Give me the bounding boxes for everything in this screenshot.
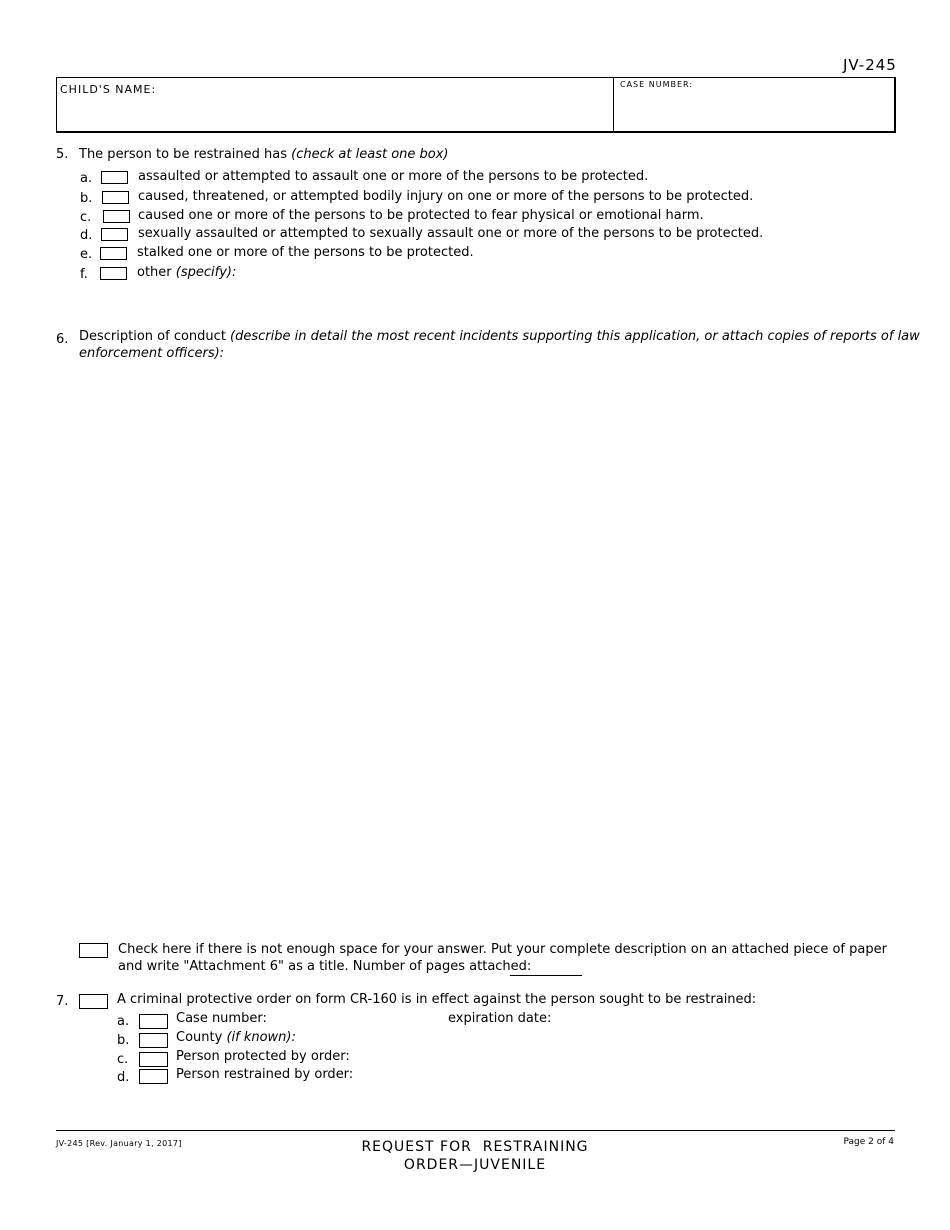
item5-a-checkbox[interactable]: [101, 171, 128, 184]
page-number: Page 2 of 4: [843, 1137, 894, 1147]
item5-other-field[interactable]: [232, 264, 882, 304]
item7-a-checkbox[interactable]: [139, 1014, 168, 1029]
item6-intro-line2: enforcement officers):: [79, 346, 225, 361]
item7-c-checkbox[interactable]: [139, 1052, 168, 1067]
footer-title-line1: REQUEST FOR RESTRAINING: [361, 1139, 589, 1155]
item7-b-checkbox[interactable]: [139, 1033, 168, 1048]
case-number-label: CASE NUMBER:: [620, 80, 694, 89]
item6-overflow-text-line2: and write "Attachment 6" as a title. Number of pages attached:: [118, 959, 532, 974]
item7-a-expiration-label: expiration date:: [448, 1011, 552, 1026]
item7-letter-d: d.: [117, 1070, 130, 1085]
child-name-label: CHILD'S NAME:: [60, 83, 157, 96]
item5-letter-e: e.: [80, 247, 93, 262]
pages-attached-field[interactable]: [510, 962, 582, 976]
item7-a-text: Case number:: [176, 1011, 267, 1026]
footer-title: [300, 1138, 650, 1174]
item6-overflow-checkbox[interactable]: [79, 943, 108, 958]
item5-intro: The person to be restrained has (check at least one box): [79, 147, 449, 162]
child-name-field[interactable]: [60, 100, 608, 126]
case-number-field[interactable]: [618, 96, 890, 126]
item5-letter-c: c.: [80, 210, 92, 225]
item5-d-text: sexually assaulted or attempted to sexually assault one or more of the persons to be protected.: [138, 226, 764, 241]
item5-d-checkbox[interactable]: [101, 228, 128, 241]
item5-letter-d: d.: [80, 228, 93, 243]
item7-b-text: County (if known):: [176, 1030, 296, 1045]
item6-overflow-text-line1: Check here if there is not enough space for your answer. Put your complete description on an attached piece of paper: [118, 942, 887, 957]
item5-letter-a: a.: [80, 171, 93, 186]
item5-f-text: other (specify):: [137, 265, 237, 280]
footer-rule: [56, 1130, 895, 1131]
item7-checkbox[interactable]: [79, 994, 108, 1009]
item7-c-text: Person protected by order:: [176, 1049, 350, 1064]
item5-e-checkbox[interactable]: [100, 247, 127, 260]
form-id: JV-245: [843, 56, 897, 74]
item5-number: 5.: [56, 147, 69, 162]
item5-e-text: stalked one or more of the persons to be protected.: [137, 245, 474, 260]
item5-c-checkbox[interactable]: [103, 210, 130, 223]
item7-number: 7.: [56, 994, 69, 1009]
item5-b-checkbox[interactable]: [102, 191, 129, 204]
item7-d-checkbox[interactable]: [139, 1069, 168, 1084]
item6-number: 6.: [56, 332, 69, 347]
footer-revision: JV-245 [Rev. January 1, 2017]: [56, 1139, 182, 1148]
item5-letter-f: f.: [80, 267, 88, 282]
item7-d-text: Person restrained by order:: [176, 1067, 354, 1082]
item5-a-text: assaulted or attempted to assault one or more of the persons to be protected.: [138, 169, 649, 184]
footer-title-line2: ORDER—JUVENILE: [403, 1157, 547, 1173]
item7-letter-b: b.: [117, 1033, 130, 1048]
item5-b-text: caused, threatened, or attempted bodily injury on one or more of the persons to be protected.: [138, 189, 754, 204]
item5-f-checkbox[interactable]: [100, 267, 127, 280]
item7-letter-a: a.: [117, 1014, 130, 1029]
item7-intro: A criminal protective order on form CR-160 is in effect against the person sought to be restrained:: [117, 992, 757, 1007]
item6-intro: Description of conduct (describe in detail the most recent incidents supporting this application, or attach copies of reports of law: [79, 329, 920, 344]
item5-letter-b: b.: [80, 191, 93, 206]
item6-description-field[interactable]: [79, 368, 889, 928]
header-divider: [613, 77, 614, 132]
item7-letter-c: c.: [117, 1052, 129, 1067]
item5-c-text: caused one or more of the persons to be protected to fear physical or emotional harm.: [138, 208, 704, 223]
